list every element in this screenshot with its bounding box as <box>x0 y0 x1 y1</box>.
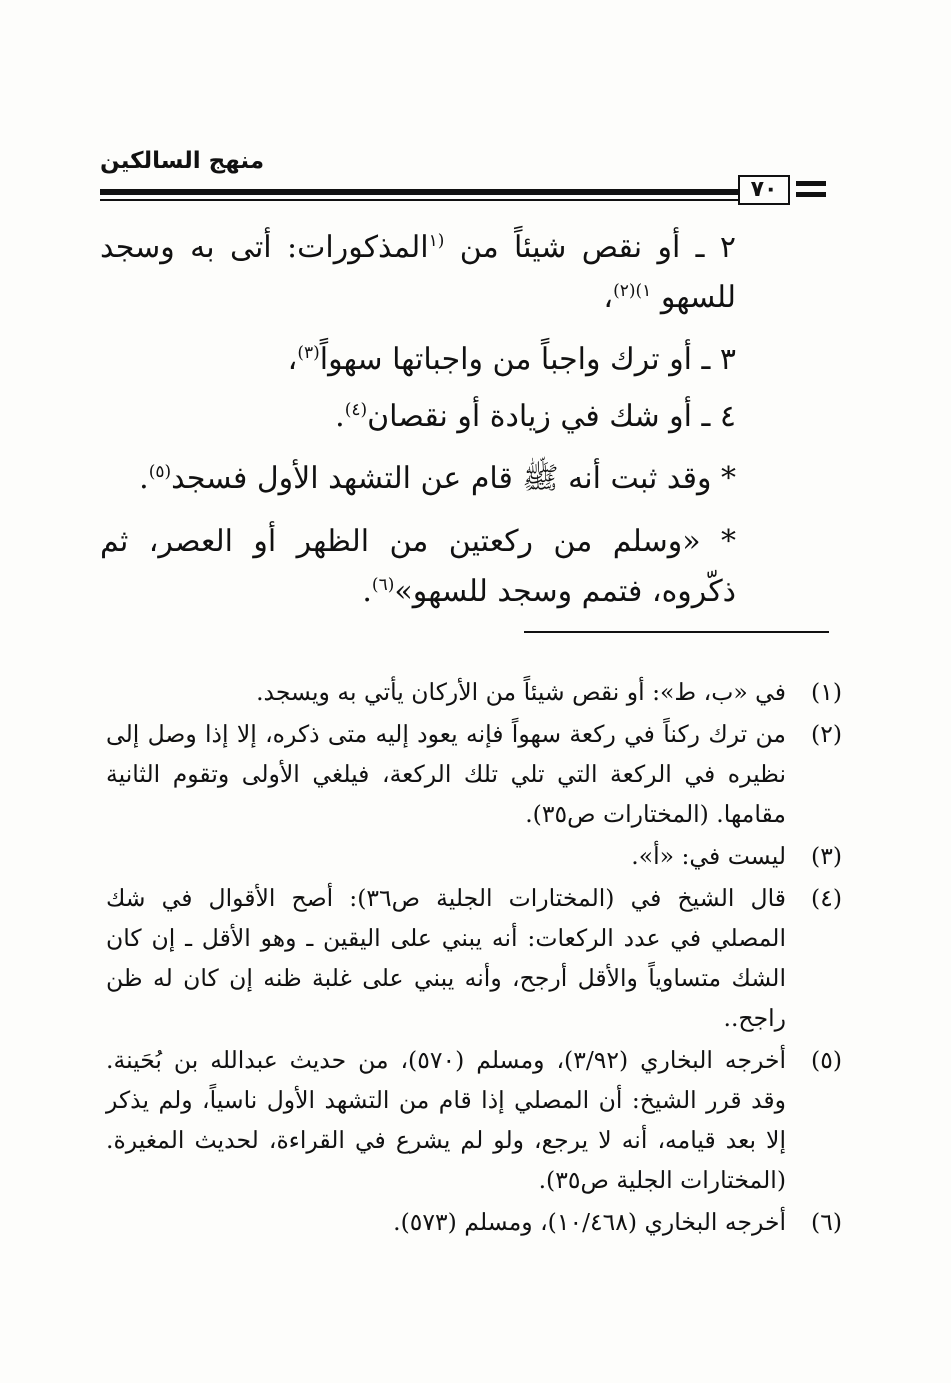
main-paragraph-2-text: * «وسلم من ركعتين من الظهر أو العصر، ثم ذكّروه، فتمم وسجد للسهو» <box>100 524 736 609</box>
footnote-ref: (١ <box>428 231 445 251</box>
footnote-ref: (٦) <box>371 575 395 595</box>
footnote-ref: ١)(٢) <box>613 281 652 301</box>
main-paragraph-1-text: * وقد ثبت أنه ﷺ قام عن التشهد الأول فسجد <box>171 461 736 496</box>
footnote-number: (٦) <box>811 1208 842 1236</box>
punct: ، <box>287 342 298 377</box>
footnote-text: في «ب، ط»: أو نقص شيئاً من الأركان يأتي به ويسجد. <box>256 678 786 706</box>
footnote-3 <box>106 836 842 876</box>
footnote-number: (١) <box>811 678 842 706</box>
footnote-text: قال الشيخ في (المختارات الجلية ص٣٦): أصح الأقوال في شك المصلي في عدد الركعات: أنه يبني على اليقين ـ وهو الأقل ـ إن كان الشك متساوياً والأقل أرجح، وأنه يبني على غلبة ظنه إن كان له ظن راجح.. <box>106 884 786 1032</box>
footnotes-section <box>106 672 842 1244</box>
main-paragraph-2 <box>100 517 736 617</box>
footnote-ref: (٥) <box>148 462 172 482</box>
footnote-6 <box>106 1202 842 1242</box>
punct: . <box>139 461 149 496</box>
footnote-text: من ترك ركناً في ركعة سهواً فإنه يعود إليه متى ذكره، إلا إذا وصل إلى نظيره في الركعة التي تلي تلك الركعة، فيلغي الأولى وتقوم الثانية مقامها. (المختارات ص٣٥). <box>106 720 786 828</box>
main-paragraph-1 <box>100 454 736 504</box>
footnote-ref: (٣) <box>297 343 320 363</box>
punct: . <box>335 399 345 434</box>
main-item-2-text: ٢ ـ أو نقص شيئاً من <box>459 230 736 265</box>
main-item-2 <box>100 223 736 323</box>
footnote-ref: (٤) <box>344 400 368 420</box>
footnote-divider <box>524 631 829 633</box>
page-number-bar-bottom <box>796 192 826 197</box>
footnote-text: ليست في: «أ». <box>631 842 786 870</box>
running-header-title: منهج السالكين <box>100 148 265 174</box>
page-number-bar-top <box>796 181 826 186</box>
main-item-3 <box>100 335 736 385</box>
page-number: ٧٠ <box>738 175 790 205</box>
main-item-4-text: ٤ ـ أو شك في زيادة أو نقصان <box>367 399 736 434</box>
footnote-5 <box>106 1040 842 1200</box>
footnote-number: (٢) <box>811 720 842 748</box>
header-rule-thin <box>100 199 738 201</box>
footnote-number: (٤) <box>811 884 842 912</box>
footnote-4 <box>106 878 842 1038</box>
footnote-text: أخرجه البخاري (١٠/٤٦٨)، ومسلم (٥٧٣). <box>393 1208 786 1236</box>
footnote-1 <box>106 672 842 712</box>
footnote-2 <box>106 714 842 834</box>
footnote-text: أخرجه البخاري (٣/٩٢)، ومسلم (٥٧٠)، من حديث عبدالله بن بُحَينة. وقد قرر الشيخ: أن المصلي إذا قام من التشهد الأول ناسياً، ولم يذكر إلا بعد قيامه، أنه لا يرجع، ولو لم يشرع في القراءة، لحديث المغيرة. (المختارات الجلية ص٣٥). <box>106 1046 787 1194</box>
punct: . <box>362 574 372 609</box>
main-item-4 <box>100 392 736 442</box>
punct: ، <box>603 280 614 315</box>
footnote-number: (٥) <box>811 1046 842 1074</box>
main-item-3-text: ٣ ـ أو ترك واجباً من واجباتها سهواً <box>319 342 736 377</box>
main-item-2-text-cont: المذكورات: أتى به وسجد للسهو <box>100 230 736 315</box>
header-rule-thick <box>100 189 738 195</box>
footnote-number: (٣) <box>811 842 842 870</box>
